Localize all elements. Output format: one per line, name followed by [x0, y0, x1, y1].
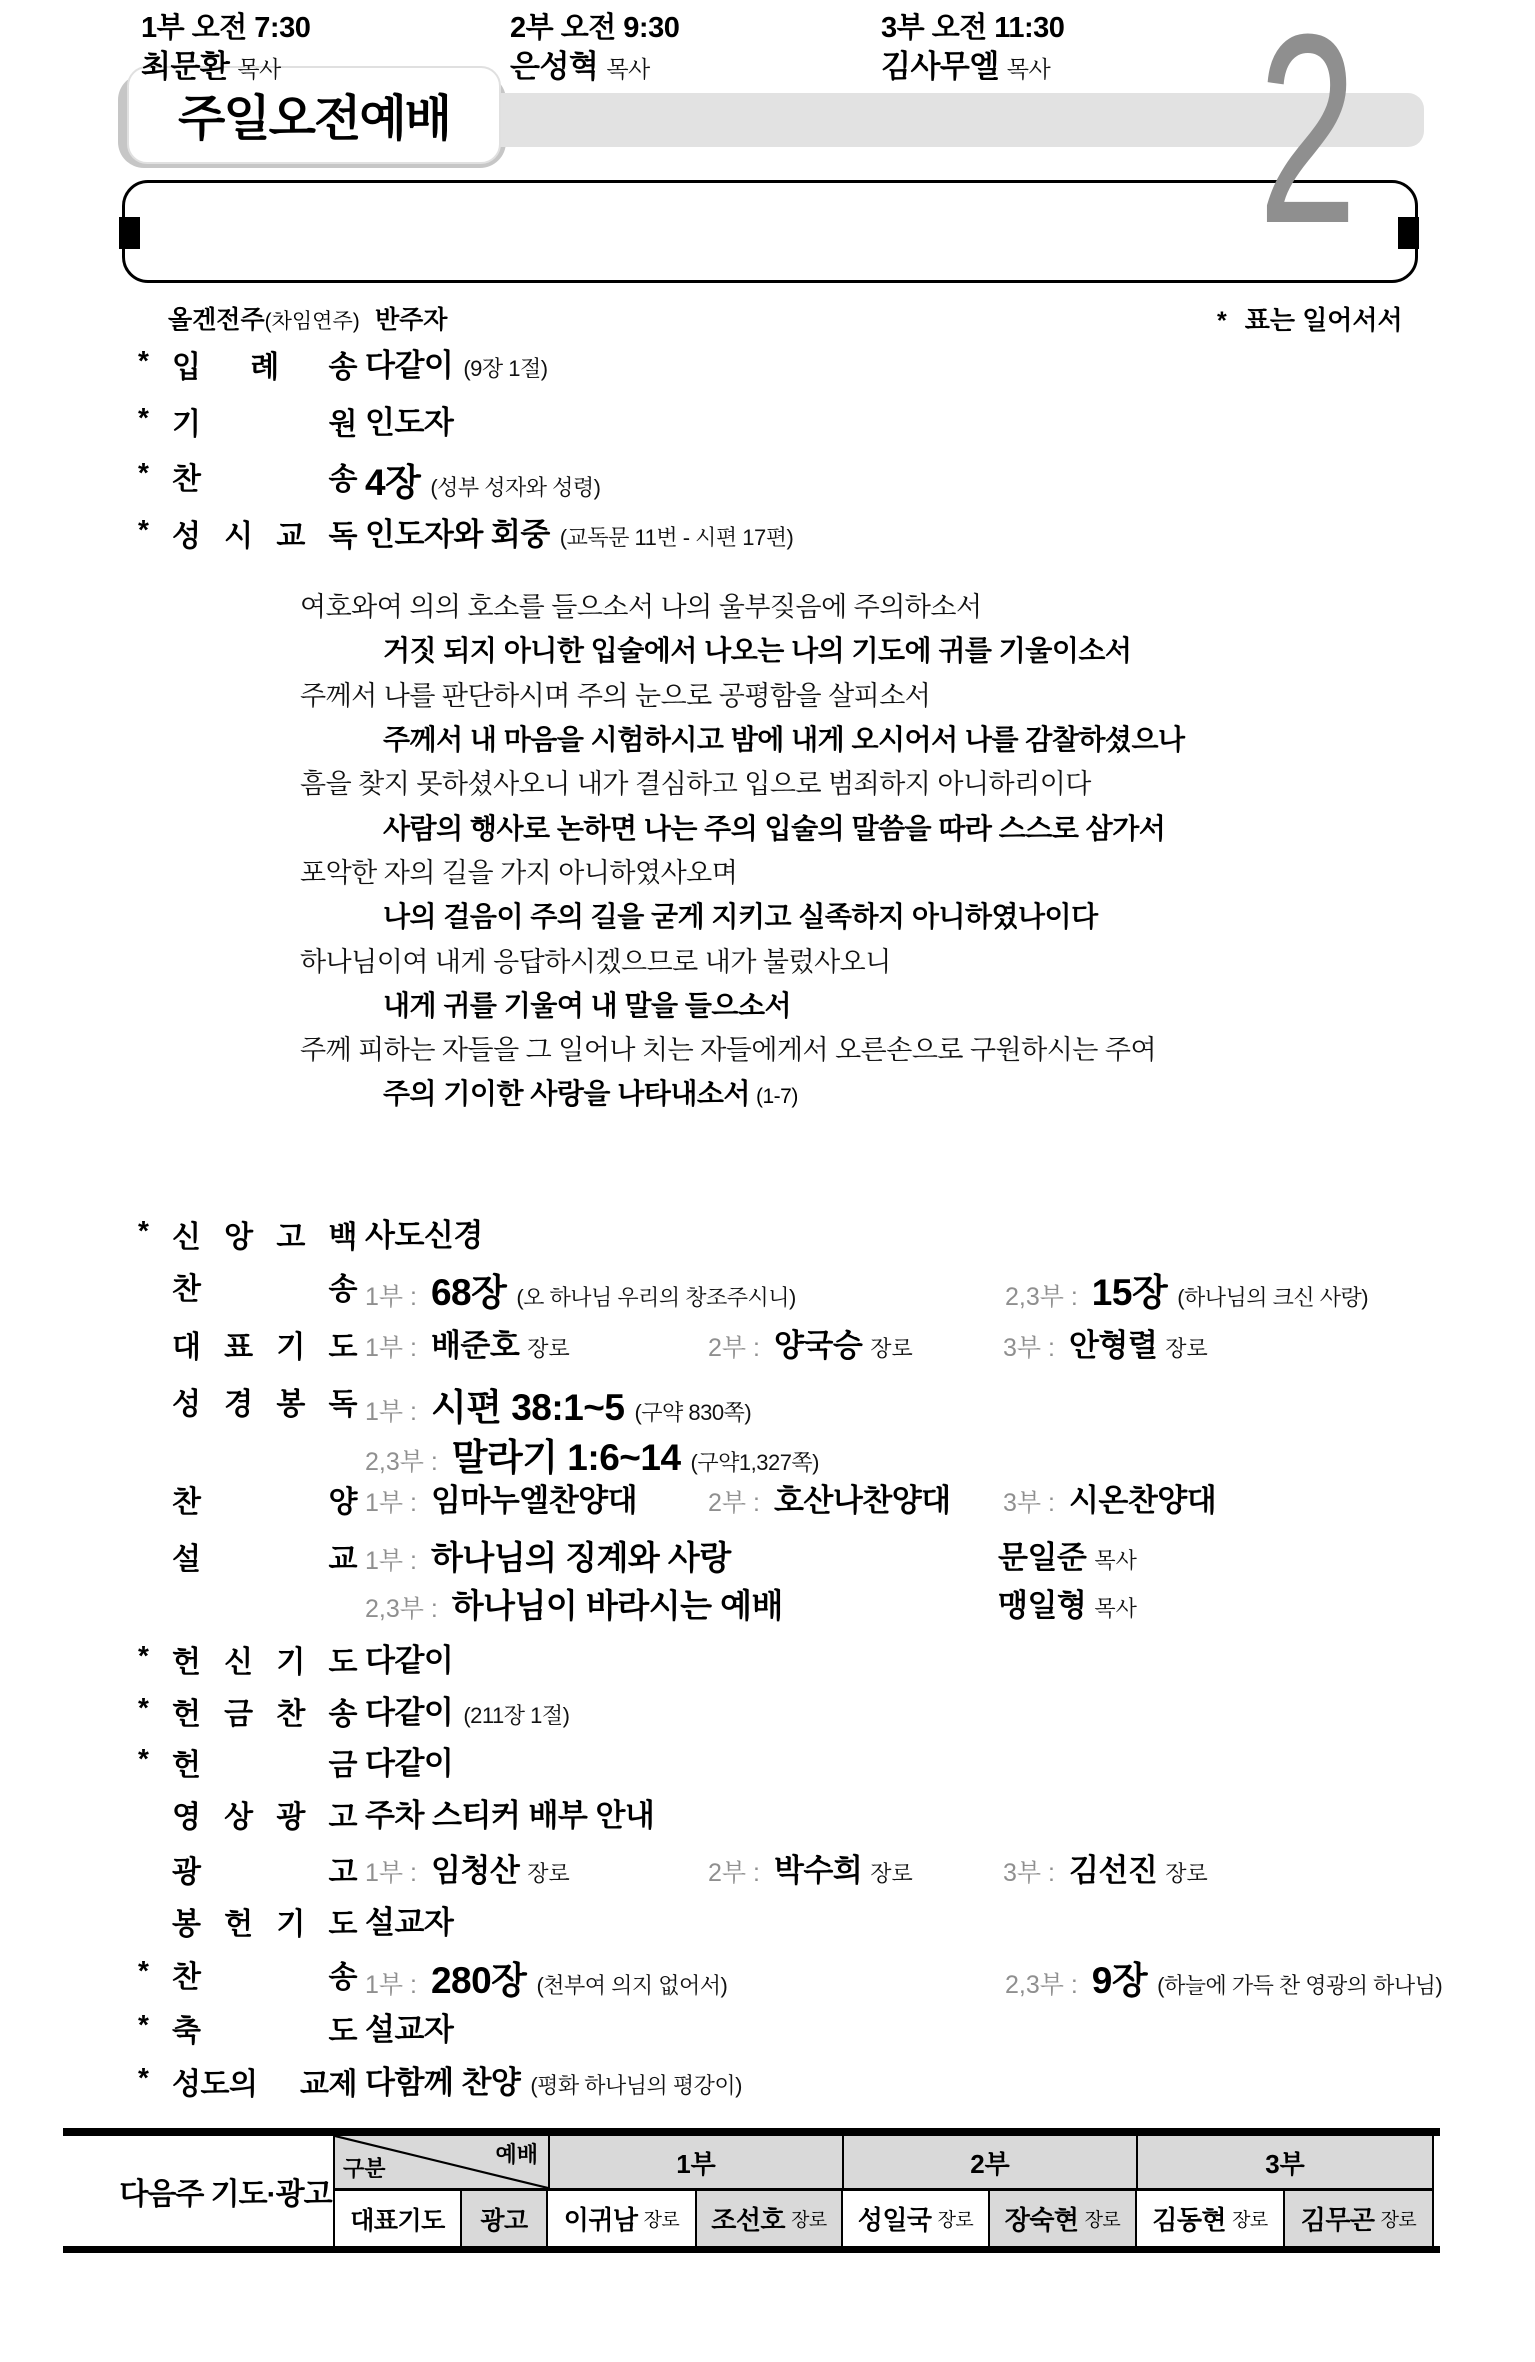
pastor-name: 은성혁 목사 — [510, 49, 650, 84]
part-2: 2부 : 양국승 장로 — [708, 1328, 913, 1363]
part-1: 1부 : 배준호 장로 — [365, 1328, 570, 1363]
asterisk-mark: * — [138, 1743, 149, 1774]
row-sinang-gobaek — [0, 1210, 1535, 1258]
row-seolgyo-23 — [0, 1580, 1535, 1628]
preacher: 맹일형 목사 — [998, 1588, 1137, 1623]
part-2: 2부 : 박수희 장로 — [708, 1853, 913, 1888]
elder-title: 장로 — [643, 2210, 680, 2231]
row-value: 주차 스티커 배부 안내 — [365, 1798, 655, 1833]
row-chansong-hymns — [0, 1262, 1535, 1313]
right-mark — [1398, 217, 1419, 249]
row-chansong-closing — [0, 1950, 1535, 2001]
asterisk-mark: * — [138, 2009, 149, 2040]
part-1: 1부 : 임마누엘찬양대 — [365, 1483, 638, 1518]
row-label: 입 례 송 — [172, 351, 357, 384]
row-label: 기 원 — [172, 408, 357, 441]
service-3 — [881, 10, 1064, 89]
reading-line: 내게 귀를 기울여 내 말을 들으소서 — [383, 990, 792, 1021]
part-label: 2부 : — [708, 1859, 760, 1887]
prelude-performer: 반주자 — [375, 306, 448, 334]
sermon-title: 1부 : 하나님의 징계와 사랑 — [365, 1539, 731, 1576]
part-label: 1부 : — [365, 1398, 417, 1426]
row-value: 설교자 — [365, 2012, 454, 2047]
part-3: 3부 : 시온찬양대 — [1003, 1483, 1217, 1518]
table-cell: 성일국 장로 — [843, 2191, 990, 2246]
service-time: 2부 오전 9:30 — [510, 12, 680, 44]
row-label: 성도의 교제 — [172, 2068, 357, 2101]
row-seolgyo-1 — [0, 1532, 1535, 1580]
row-giwon — [0, 397, 1535, 445]
elder-title: 장로 — [937, 2210, 974, 2231]
row-value: 인도자 — [365, 405, 454, 440]
row-seongdo-gyoje — [0, 2057, 1535, 2105]
header-part-3: 3부 — [1138, 2136, 1432, 2188]
reading-line: 포악한 자의 길을 가지 아니하였사오며 — [300, 858, 738, 888]
asterisk-mark: * — [138, 2062, 149, 2093]
next-week-table — [333, 2136, 1434, 2246]
asterisk-mark: * — [138, 1692, 149, 1723]
reading-line: 주의 기이한 사랑을 나타내소서 (1-7) — [383, 1078, 798, 1109]
asterisk-mark: * — [138, 1640, 149, 1671]
elder-title: 장로 — [1232, 2210, 1268, 2231]
row-chukdo — [0, 2004, 1535, 2052]
part-label: 3부 : — [1003, 1334, 1055, 1362]
pastor-title: 목사 — [237, 56, 281, 82]
table-header-row — [335, 2136, 1432, 2191]
row-value: 다같이 — [365, 1746, 454, 1781]
table-cell: 조선호 장로 — [697, 2191, 843, 2246]
service-time: 1부 오전 7:30 — [141, 12, 311, 44]
table-cell: 장숙현 장로 — [990, 2191, 1137, 2246]
reading-line: 나의 걸음이 주의 길을 굳게 지키고 실족하지 아니하였나이다 — [383, 901, 1098, 932]
verse-ref: (1-7) — [755, 1085, 798, 1108]
row-label: 봉 헌 기 도 — [172, 1908, 357, 1941]
row-gwanggo — [0, 1845, 1535, 1893]
part-3: 3부 : 안형렬 장로 — [1003, 1328, 1208, 1363]
part-2: 2부 : 호산나찬양대 — [708, 1483, 951, 1518]
row-value: 다같이 (211장 1절) — [365, 1695, 570, 1730]
pastor-title: 목사 — [1006, 56, 1051, 82]
row-label: 설 교 — [172, 1543, 357, 1576]
row-label: 찬 양 — [172, 1486, 357, 1519]
part-label: 1부 : — [365, 1334, 417, 1362]
table-cell: 이귀남 장로 — [548, 2191, 697, 2246]
asterisk-mark: * — [138, 1215, 149, 1246]
row-label: 광 고 — [172, 1856, 357, 1889]
stand-note: * 표는 일어서서 — [1217, 305, 1403, 335]
row-chanyang — [0, 1475, 1535, 1523]
part-1: 1부 : 임청산 장로 — [365, 1853, 570, 1888]
part-label: 2부 : — [708, 1489, 760, 1517]
row-note: (하나님의 크신 사랑) — [1177, 1285, 1369, 1310]
part-label: 1부 : — [365, 1547, 417, 1575]
prelude-note: (차임연주) — [264, 310, 360, 333]
pastor-title: 목사 — [1094, 1596, 1137, 1621]
header-part-1: 1부 — [550, 2136, 844, 2188]
reading-line: 사람의 행사로 논하면 나는 주의 입술의 말씀을 따라 스스로 삼가서 — [383, 813, 1166, 844]
part-1: 1부 : 280장 (천부여 의지 없어서) — [365, 1960, 728, 2001]
part-3: 3부 : 김선진 장로 — [1003, 1853, 1208, 1888]
row-note: (9장 1절) — [463, 356, 548, 381]
reading-line: 주께 피하는 자들을 그 일어나 치는 자들에게서 오른손으로 구원하시는 주여 — [300, 1035, 1157, 1065]
part-label: 1부 : — [365, 1859, 417, 1887]
row-label: 헌 금 찬 송 — [172, 1698, 357, 1731]
prelude-label: 올겐전주(차임연주) — [168, 306, 360, 334]
page-title: 주일오전예배 — [127, 66, 501, 164]
part-23: 2,3부 : 15장 (하나님의 크신 사랑) — [1005, 1272, 1369, 1313]
prelude-line — [0, 300, 1535, 336]
row-value: 설교자 — [365, 1905, 454, 1940]
corner-label-service: 예배 — [495, 2142, 538, 2167]
elder-title: 장로 — [870, 1861, 913, 1886]
row-note: (교독문 11번 - 시편 17편) — [559, 525, 794, 550]
preacher: 문일준 목사 — [998, 1540, 1137, 1575]
elder-title: 장로 — [527, 1861, 570, 1886]
asterisk-mark: * — [138, 402, 149, 433]
row-value: 다함께 찬양 (평화 하나님의 평강이) — [365, 2065, 742, 2100]
service-1 — [141, 10, 310, 89]
table-cell: 김무곤 장로 — [1285, 2191, 1432, 2246]
row-iprye-song — [0, 340, 1535, 388]
row-note: (하늘에 가득 찬 영광의 하나님) — [1157, 1973, 1443, 1998]
row-label: 찬 송 — [172, 1273, 357, 1306]
reading-line: 주께서 나를 판단하시며 주의 눈으로 공평함을 살피소서 — [300, 681, 931, 711]
asterisk-mark: * — [138, 514, 149, 545]
row-note: (211장 1절) — [463, 1703, 570, 1728]
row-seonggyeong-bongdok — [0, 1377, 1535, 1428]
part-label: 1부 : — [365, 1283, 417, 1311]
service-time: 3부 오전 11:30 — [881, 12, 1065, 44]
pastor-title: 목사 — [606, 56, 650, 82]
part-label: 1부 : — [365, 1489, 417, 1517]
page-number: 2 — [1258, 0, 1358, 280]
row-label-daepyogido: 대표기도 — [335, 2191, 462, 2246]
pastor-name: 최문환 목사 — [141, 49, 281, 84]
row-note: (평화 하나님의 평강이) — [530, 2073, 742, 2098]
row-label: 헌 금 — [172, 1749, 357, 1782]
header-part-2: 2부 — [844, 2136, 1138, 2188]
next-week-caption: 다음주 기도·광고 — [119, 2178, 332, 2211]
asterisk-mark: * — [138, 457, 149, 488]
row-value: 4장 (성부 성자와 성령) — [365, 462, 601, 503]
row-note: (구약1,327쪽) — [690, 1450, 820, 1475]
row-value: 사도신경 — [365, 1218, 483, 1253]
part-23: 2,3부 : 9장 (하늘에 가득 찬 영광의 하나님) — [1005, 1960, 1443, 2001]
row-label: 성 경 봉 독 — [172, 1388, 357, 1421]
part-label: 2부 : — [708, 1334, 760, 1362]
row-label: 대 표 기 도 — [172, 1331, 357, 1364]
row-seongsi-gyodok — [0, 509, 1535, 557]
elder-title: 장로 — [1380, 2210, 1417, 2231]
service-times-box — [122, 180, 1418, 283]
part-23: 2,3부 : 말라기 1:6~14 (구약1,327쪽) — [365, 1437, 820, 1478]
row-heongeum-chansong — [0, 1687, 1535, 1735]
elder-title: 장로 — [1165, 1861, 1208, 1886]
row-note: (성부 성자와 성령) — [430, 475, 601, 500]
left-mark — [119, 217, 140, 249]
part-1: 1부 : 시편 38:1~5 (구약 830쪽) — [365, 1387, 752, 1428]
elder-title: 장로 — [527, 1336, 570, 1361]
sermon-title: 2,3부 : 하나님이 바라시는 예배 — [365, 1587, 783, 1624]
row-yeongsang-gwanggo — [0, 1790, 1535, 1838]
row-note: (천부여 의지 없어서) — [536, 1973, 728, 1998]
row-label: 축 도 — [172, 2015, 357, 2048]
part-label: 2,3부 : — [1005, 1971, 1078, 1999]
reading-line: 여호와여 의의 호소를 들으소서 나의 울부짖음에 주의하소서 — [300, 592, 982, 622]
row-value: 다같이 (9장 1절) — [365, 348, 548, 383]
pastor-name: 김사무엘 목사 — [881, 49, 1051, 84]
row-label: 헌 신 기 도 — [172, 1646, 357, 1679]
row-label: 신 앙 고 백 — [172, 1221, 357, 1254]
elder-title: 장로 — [1084, 2210, 1121, 2231]
row-bongheon-gido — [0, 1897, 1535, 1945]
asterisk-mark: * — [138, 345, 149, 376]
table-cell: 김동현 장로 — [1137, 2191, 1285, 2246]
row-value: 다같이 — [365, 1643, 454, 1678]
row-heongeum — [0, 1738, 1535, 1786]
row-note: (오 하나님 우리의 창조주시니) — [516, 1285, 796, 1310]
table-top-rule — [63, 2128, 1440, 2136]
corner-cell — [335, 2136, 550, 2188]
table-data-row — [335, 2191, 1432, 2246]
row-label: 찬 송 — [172, 463, 357, 496]
service-2 — [510, 10, 679, 89]
row-seonggyeong-bongdok-23 — [0, 1427, 1535, 1478]
elder-title: 장로 — [791, 2210, 827, 2231]
table-bottom-rule — [63, 2246, 1440, 2253]
reading-line: 거짓 되지 아니한 입술에서 나오는 나의 기도에 귀를 기울이소서 — [383, 635, 1132, 666]
corner-label-category: 구분 — [343, 2156, 386, 2181]
part-1: 1부 : 68장 (오 하나님 우리의 창조주시니) — [365, 1272, 796, 1313]
asterisk-mark: * — [138, 1955, 149, 1986]
part-label: 1부 : — [365, 1971, 417, 1999]
row-daepyo-gido — [0, 1320, 1535, 1368]
part-label: 2,3부 : — [365, 1595, 438, 1623]
pastor-title: 목사 — [1094, 1548, 1137, 1573]
asterisk-mark: * — [1217, 307, 1227, 335]
elder-title: 장로 — [1165, 1336, 1208, 1361]
row-label: 찬 송 — [172, 1961, 357, 1994]
row-heonsin-gido — [0, 1635, 1535, 1683]
row-chansong-4 — [0, 452, 1535, 503]
row-label-gwanggo: 광고 — [462, 2191, 548, 2246]
row-label: 영 상 광 고 — [172, 1801, 357, 1834]
row-label: 성 시 교 독 — [172, 520, 357, 553]
part-label: 2,3부 : — [365, 1448, 438, 1476]
part-label: 3부 : — [1003, 1859, 1055, 1887]
reading-line: 주께서 내 마음을 시험하시고 밤에 내게 오시어서 나를 감찰하셨으나 — [383, 724, 1185, 755]
reading-line: 하나님이여 내게 응답하시겠으므로 내가 불렀사오니 — [300, 947, 891, 977]
part-label: 3부 : — [1003, 1489, 1055, 1517]
row-value: 인도자와 회중 (교독문 11번 - 시편 17편) — [365, 517, 794, 552]
row-note: (구약 830쪽) — [634, 1400, 752, 1425]
part-label: 2,3부 : — [1005, 1283, 1078, 1311]
reading-line: 흠을 찾지 못하셨사오니 내가 결심하고 입으로 범죄하지 아니하리이다 — [300, 769, 1091, 799]
elder-title: 장로 — [870, 1336, 913, 1361]
